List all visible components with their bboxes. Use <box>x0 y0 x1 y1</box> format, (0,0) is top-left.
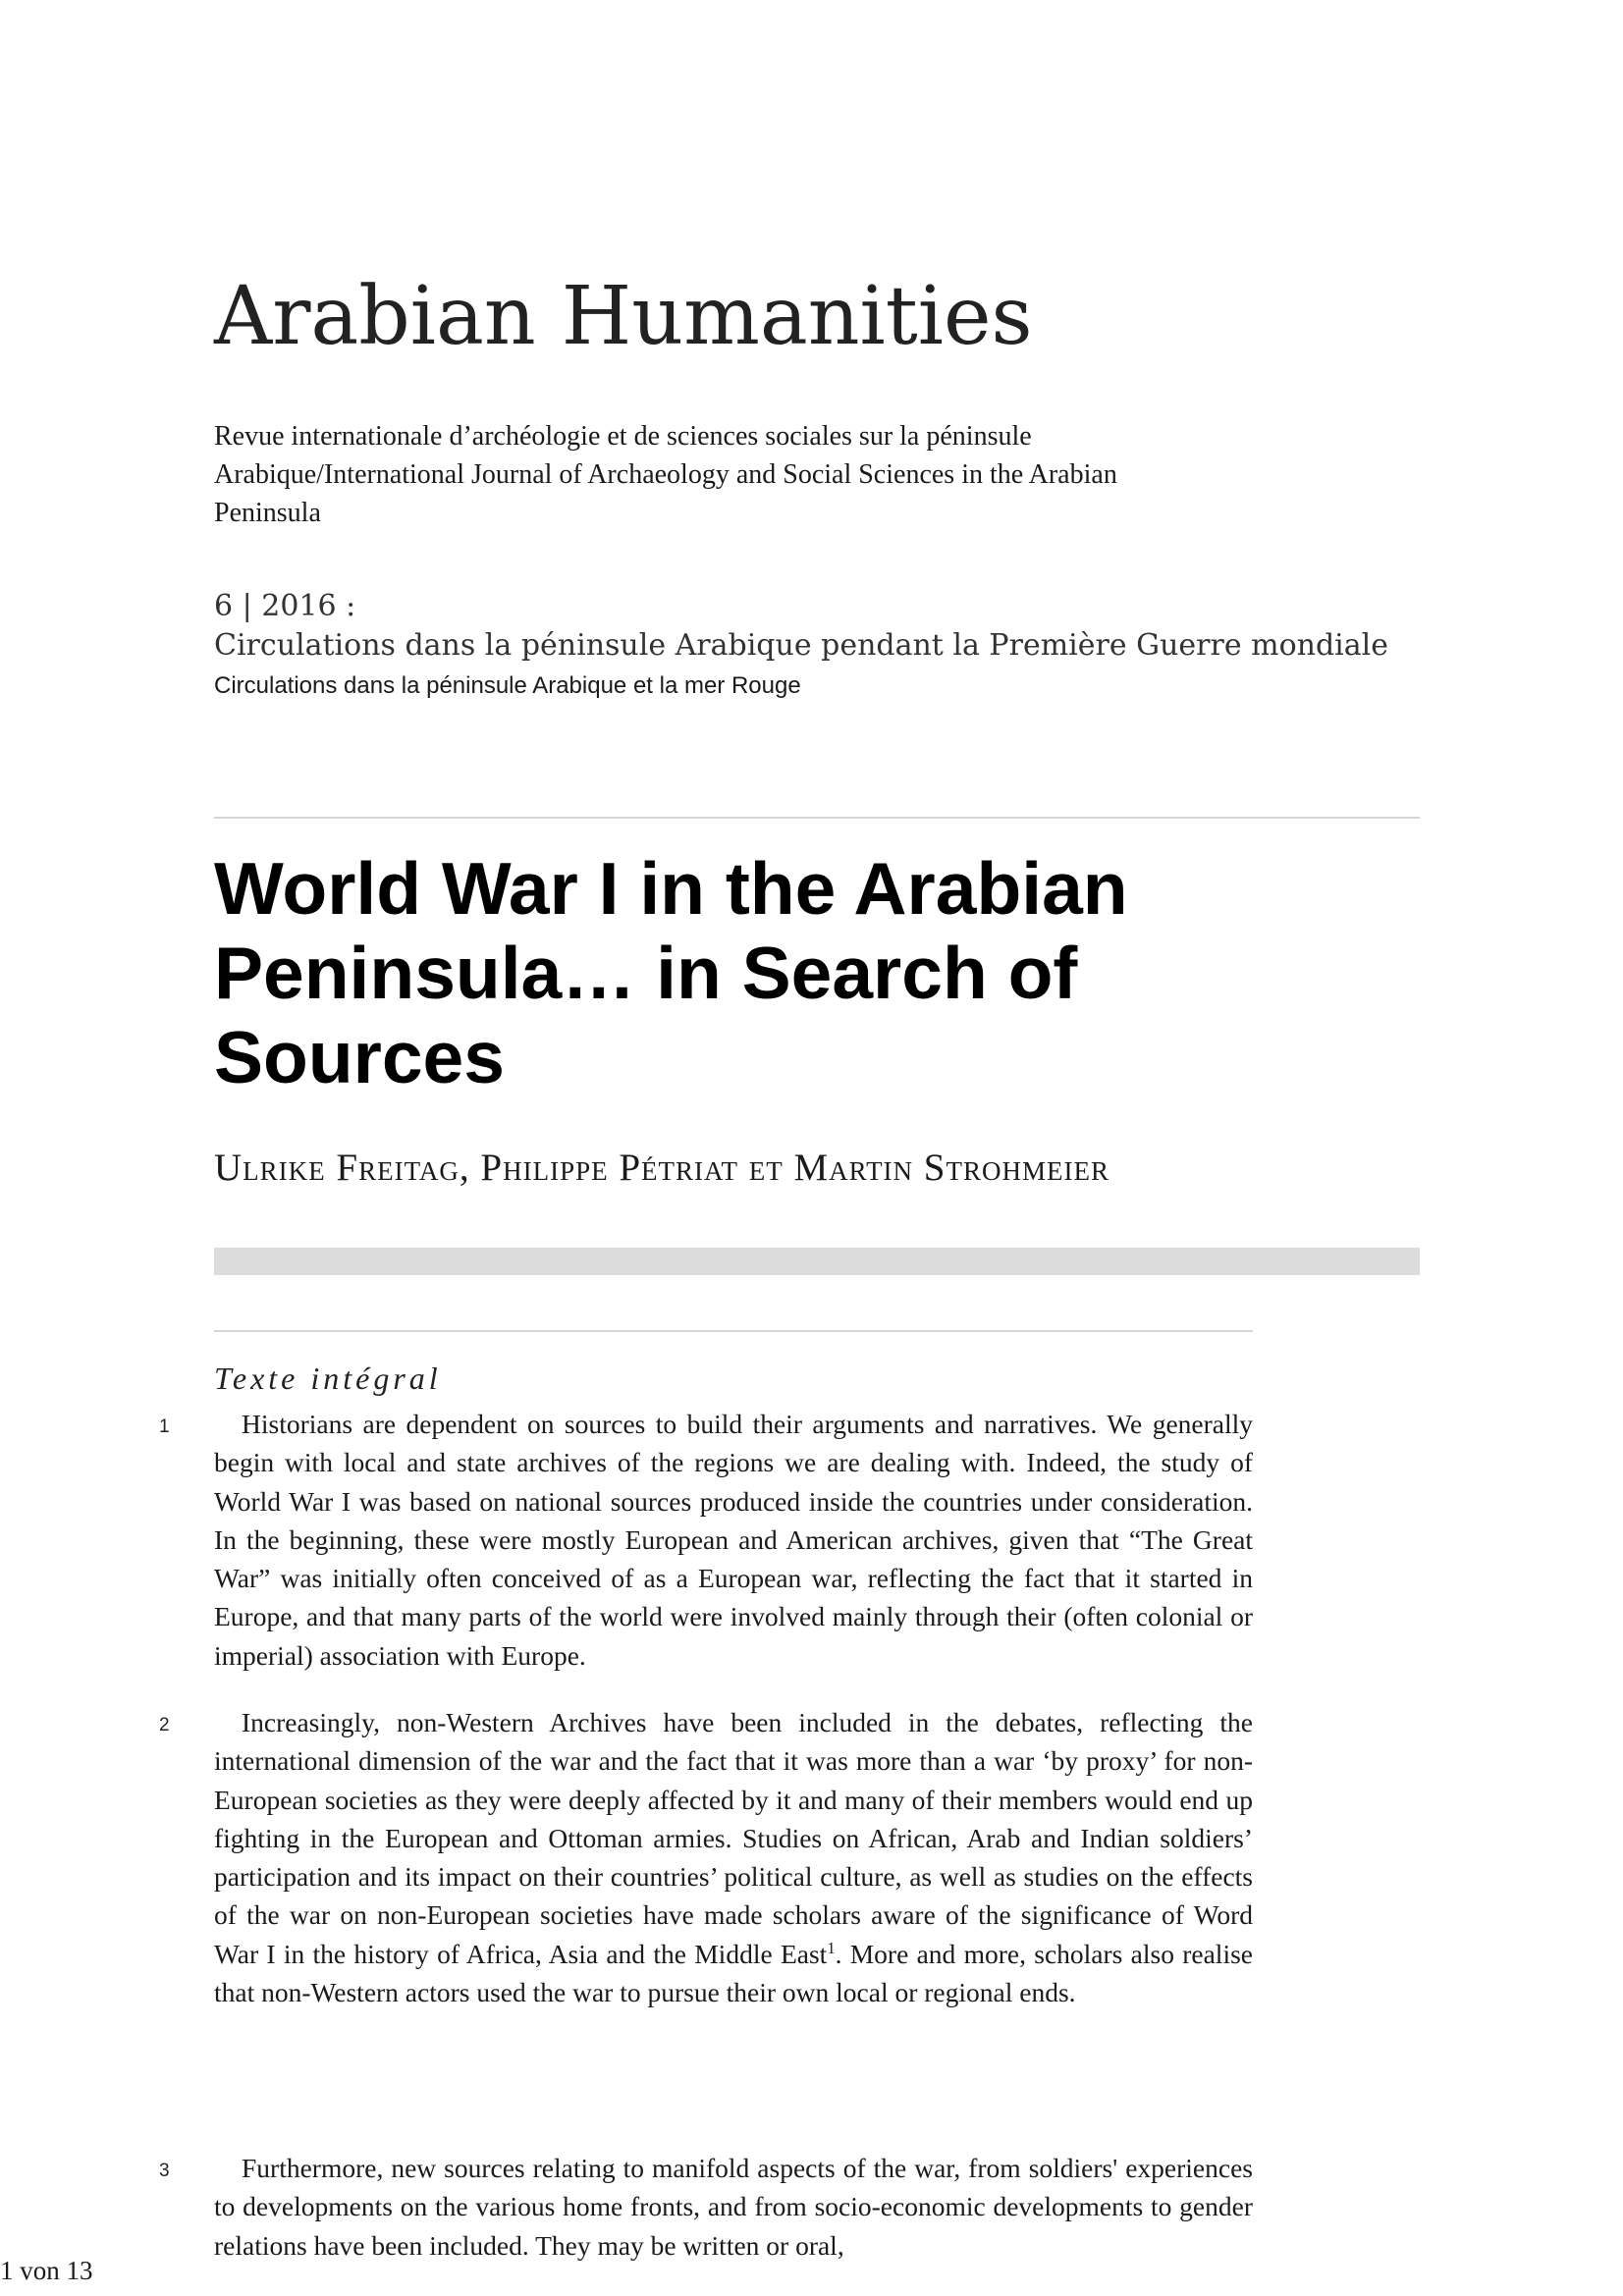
article-authors: Ulrike Freitag, Philippe Pétriat et Martin Strohmeier <box>214 1147 1109 1189</box>
paragraph-text: . More and more, scholars also realise that non-Western actors used the war to pursue their own local or regional ends. <box>214 1938 1253 2008</box>
article-title: World War I in the Arabian Peninsula… in Search of Sources <box>214 847 1128 1098</box>
divider-middle <box>214 1330 1253 1332</box>
issue-subtheme: Circulations dans la péninsule Arabique et la mer Rouge <box>214 672 801 699</box>
paragraph-number[interactable]: 3 <box>159 2161 170 2181</box>
journal-title: Arabian Humanities <box>214 270 1033 363</box>
paragraph-number[interactable]: 2 <box>159 1715 170 1735</box>
issue-block <box>214 587 1392 703</box>
paragraph-text: Increasingly, non-Western Archives have been included in the debates, reflecting the international dimension of the war and the fact that it was more than a war ‘by proxy’ for non-European societies as they were deeply affected by it and many of their members would end up fighting in the European and Ottoman armies. Studies on African, Arab and Indian soldiers’ participation and its impact on their countries’ political culture, as well as studies on the effects of the war on non-European societies have made scholars aware of the significance of Word War I in the history of Africa, Asia and the Middle East <box>214 1707 1253 1969</box>
paragraph <box>214 1703 1253 2011</box>
paragraph-number[interactable]: 1 <box>159 1416 170 1437</box>
journal-subtitle: Revue internationale d’archéologie et de sciences sociales sur la péninsule Arabique/International Journal of Archaeology and Social Sciences in the Arabian Peninsula <box>214 421 1117 528</box>
section-heading: Texte intégral <box>214 1361 442 1396</box>
footnote-reference[interactable]: 1 <box>827 1938 836 1957</box>
paragraph: Furthermore, new sources relating to manifold aspects of the war, from soldiers' experiences to developments on the various home fronts, and from socio-economic developments to gender relations have been included. They may be written or oral, <box>214 2153 1253 2261</box>
divider-top <box>214 817 1420 819</box>
gray-banner <box>214 1248 1420 1275</box>
issue-number-link[interactable]: 6 | 2016 : <box>214 589 356 623</box>
page-counter: 1 von 13 <box>0 2256 93 2285</box>
paragraph: Historians are dependent on sources to build their arguments and narratives. We generally begin with local and state archives of the regions we are dealing with. Indeed, the study of World War I was based on national sources produced inside the countries under consideration. In the beginning, these were mostly European and American archives, given that “The Great War” was initially often conceived of as a European war, reflecting the fact that it started in Europe, and that many parts of the world were involved mainly through their (often colonial or imperial) association with Europe. <box>214 1409 1253 1671</box>
issue-theme-link[interactable]: Circulations dans la péninsule Arabique pendant la Première Guerre mondiale <box>214 628 1389 663</box>
